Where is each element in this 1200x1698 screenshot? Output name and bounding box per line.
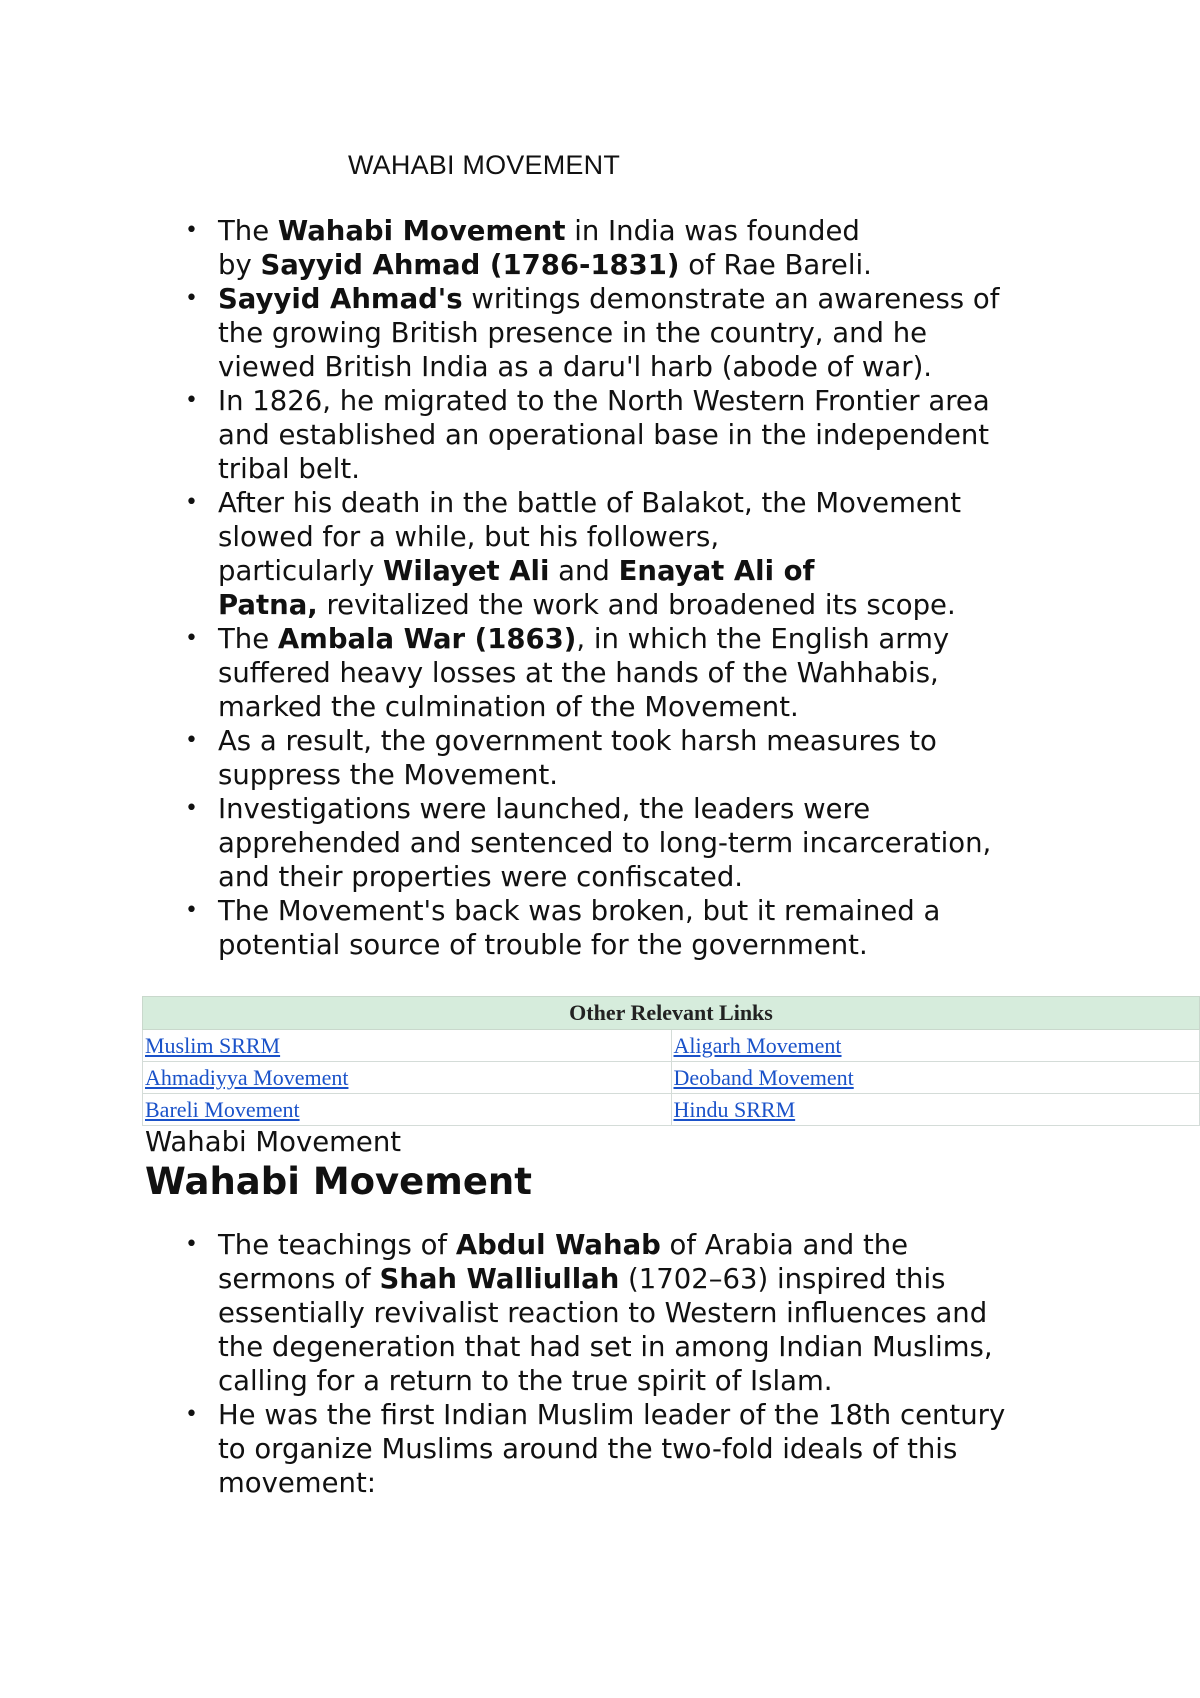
bullet-icon: • [185, 1402, 198, 1427]
bullet-icon: • [185, 1232, 198, 1257]
list-item [180, 622, 1080, 724]
item-bold-text: Patna, [218, 589, 318, 621]
bullet-icon: • [185, 388, 198, 413]
list-item [180, 384, 1080, 486]
list-item [180, 1398, 1080, 1500]
document-title: WAHABI MOVEMENT [348, 150, 621, 180]
bullet-icon: • [185, 626, 198, 651]
list-item [180, 894, 1080, 962]
item-text: suffered heavy losses at the hands of the Wahhabis, [218, 657, 939, 689]
item-text: The Movement's back was broken, but it remained a [218, 895, 941, 927]
list-item [180, 282, 1080, 384]
item-text: particularly [218, 555, 384, 587]
bullet-list-main [180, 214, 1080, 962]
bullet-icon: • [185, 286, 198, 311]
list-item [180, 724, 1080, 792]
item-text: calling for a return to the true spirit of Islam. [218, 1365, 833, 1397]
section-heading: Wahabi Movement [145, 1160, 532, 1203]
item-text: movement: [218, 1467, 376, 1499]
item-bold-text: Shah Walliullah [379, 1263, 620, 1295]
item-text: the growing British presence in the country, and he [218, 317, 928, 349]
list-item [180, 792, 1080, 894]
list-item [180, 1228, 1080, 1398]
item-bold-text: Wilayet Ali [383, 555, 550, 587]
table-row [143, 1062, 1200, 1094]
item-text: in India was founded [565, 215, 860, 247]
item-text: and established an operational base in the independent [218, 419, 990, 451]
item-bold-text: Enayat Ali of [618, 555, 815, 587]
bullet-icon: • [185, 218, 198, 243]
section-subheading: Wahabi Movement [145, 1126, 402, 1158]
item-text: , in which the English army [576, 623, 950, 655]
item-text: slowed for a while, but his followers, [218, 521, 720, 553]
item-text: Investigations were launched, the leaders were [218, 793, 871, 825]
item-text: (1702–63) inspired this [619, 1263, 946, 1295]
item-text: essentially revivalist reaction to Western influences and [218, 1297, 988, 1329]
bullet-icon: • [185, 898, 198, 923]
item-text: of Rae Bareli. [679, 249, 872, 281]
links-table-header: Other Relevant Links [143, 997, 1200, 1030]
item-bold-text: Wahabi Movement [277, 215, 566, 247]
item-text: potential source of trouble for the government. [218, 929, 868, 961]
bullet-list-teachings [180, 1228, 1080, 1500]
item-text: tribal belt. [218, 453, 360, 485]
link-muslim-srrm[interactable]: Muslim SRRM [145, 1032, 281, 1058]
item-text: writings demonstrate an awareness of [462, 283, 1000, 315]
bullet-icon: • [185, 796, 198, 821]
list-item [180, 214, 1080, 282]
bullet-icon: • [185, 490, 198, 515]
item-text: In 1826, he migrated to the North Western Frontier area [218, 385, 990, 417]
item-text: marked the culmination of the Movement. [218, 691, 799, 723]
item-text: viewed British India as a daru'l harb (abode of war). [218, 351, 933, 383]
bullet-icon: • [185, 728, 198, 753]
item-text: and their properties were confiscated. [218, 861, 744, 893]
item-text: apprehended and sentenced to long-term incarceration, [218, 827, 992, 859]
item-bold-text: Sayyid Ahmad's [218, 283, 463, 315]
item-text: The teachings of [218, 1229, 456, 1261]
item-text: After his death in the battle of Balakot, the Movement [218, 487, 961, 519]
relevant-links-table [142, 996, 1200, 1126]
item-text: of Arabia and the [660, 1229, 909, 1261]
item-text: sermons of [218, 1263, 380, 1295]
item-text: and [549, 555, 619, 587]
table-row [143, 1030, 1200, 1062]
link-deoband-movement[interactable]: Deoband Movement [673, 1064, 854, 1090]
link-hindu-srrm[interactable]: Hindu SRRM [673, 1096, 796, 1122]
item-text: The [218, 623, 278, 655]
link-bareli-movement[interactable]: Bareli Movement [145, 1096, 300, 1122]
table-row [143, 1094, 1200, 1126]
link-ahmadiyya-movement[interactable]: Ahmadiyya Movement [145, 1064, 349, 1090]
item-text: The [218, 215, 278, 247]
item-text: He was the first Indian Muslim leader of the 18th century [218, 1399, 1006, 1431]
item-bold-text: Abdul Wahab [455, 1229, 661, 1261]
link-aligarh-movement[interactable]: Aligarh Movement [673, 1032, 842, 1058]
item-bold-text: Ambala War (1863) [277, 623, 577, 655]
item-bold-text: Sayyid Ahmad (1786-1831) [260, 249, 680, 281]
item-text: As a result, the government took harsh measures to [218, 725, 937, 757]
list-item [180, 486, 1080, 622]
item-text: by [218, 249, 261, 281]
item-text: revitalized the work and broadened its scope. [317, 589, 956, 621]
item-text: to organize Muslims around the two-fold ideals of this [218, 1433, 958, 1465]
item-text: the degeneration that had set in among Indian Muslims, [218, 1331, 993, 1363]
item-text: suppress the Movement. [218, 759, 558, 791]
